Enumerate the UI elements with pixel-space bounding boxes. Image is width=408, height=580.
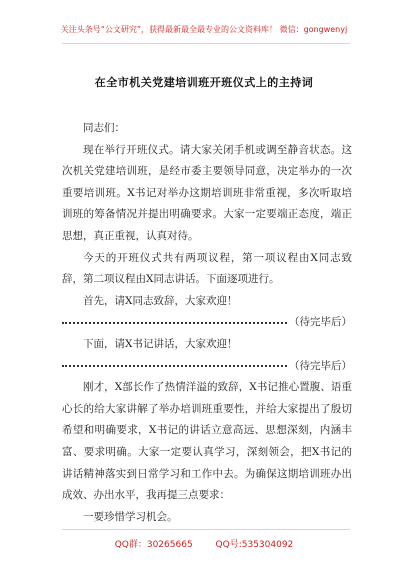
pause-note-2: （待完毕后） <box>289 359 352 372</box>
paragraph-3: 首先，请X同志致辞，大家欢迎！ <box>83 294 238 307</box>
paragraph-2: 今天的开班仪式共有两项议程，第一项议程由X同志致辞，第二项议程由X同志讲话。下面逐项进行。 <box>62 251 352 286</box>
document-body <box>62 118 352 528</box>
list-item-1: 一要珍惜学习机会。 <box>83 510 178 523</box>
qq-group: QQ群：30265665 <box>114 540 193 550</box>
qq-number: QQ号:535304092 <box>215 540 294 550</box>
paragraph-4: 下面，请X书记讲话，大家欢迎！ <box>83 337 238 350</box>
salutation: 同志们： <box>83 122 125 134</box>
paragraph-5: 刚才，X部长作了热情洋溢的致辞，X书记推心置腹、语重心长的给大家讲解了举办培训班重要性，并给大家提出了殷切希望和明确要求，X书记的讲话立意高远、思想深刻，内涵丰富、要求明确。大家一定要认真学习，深刻领会，把X书记的讲话精神落实到日常学习和工作中去。为确保这期培训班办出成效、办出水平，我再提三点要求： <box>62 381 352 502</box>
dotted-leader <box>62 365 287 367</box>
pause-line-1 <box>62 312 352 334</box>
pause-note-1: （待完毕后） <box>289 316 352 329</box>
header-divider <box>62 43 350 44</box>
dotted-leader <box>62 322 287 324</box>
pause-line-2 <box>62 356 352 378</box>
footer-divider <box>62 529 350 530</box>
footer-contact <box>0 537 408 550</box>
paragraph-1: 现在举行开班仪式。请大家关闭手机或调至静音状态。这次机关党建培训班，是经市委主要领导同意，决定举办的一次重要培训班。X书记对举办这期培训班非常重视，多次听取培训班的筹备情况并提出明确要求。大家一定要端正态度，端正思想，真正重视，认真对待。 <box>62 143 352 242</box>
promo-header: 关注头条号“公文研究”，获得最新最全最专业的公文资料库！ 微信：gongwenyj <box>60 25 348 34</box>
document-title: 在全市机关党建培训班开班仪式上的主持词 <box>94 76 314 89</box>
